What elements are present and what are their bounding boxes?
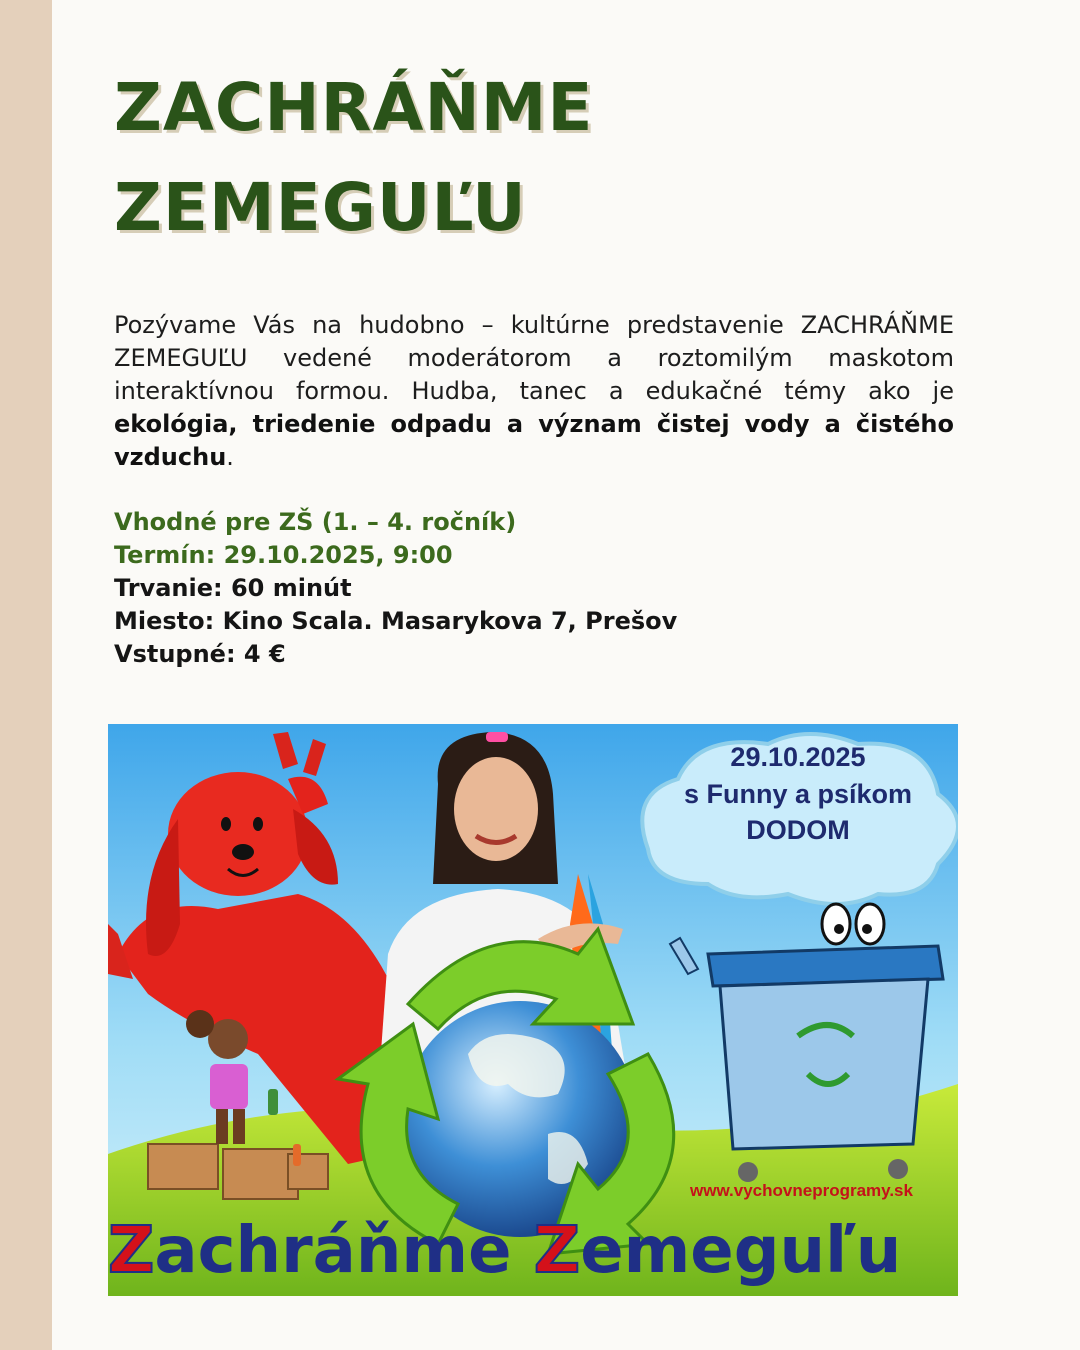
title-line-1: ZACHRÁŇME <box>114 69 594 146</box>
intro-highlight: ekológia, triedenie odpadu a význam čistej vody a čistého vzduchu <box>114 410 954 471</box>
intro-text: Pozývame Vás na hudobno – kultúrne predstavenie ZACHRÁŇME ZEMEGUĽU vedené moderátorom a roztomilým maskotom interaktívnou formou. Hudba, tanec a edukačné témy ako je <box>114 311 954 405</box>
date-cloud <box>642 734 958 904</box>
suitable-for: Vhodné pre ZŠ (1. – 4. ročník) <box>114 508 517 536</box>
banner-cap-2: Z <box>533 1214 581 1288</box>
event-entry-fee: Vstupné: 4 € <box>114 640 286 668</box>
cloud-with: s Funny a psíkom <box>683 779 913 809</box>
intro-paragraph <box>114 309 954 474</box>
poster-banner-title <box>108 1214 901 1288</box>
banner-word-2: emeguľu <box>580 1214 902 1288</box>
banner-word-1: achráňme <box>154 1214 534 1288</box>
event-date: Termín: 29.10.2025, 9:00 <box>114 541 453 569</box>
event-place: Miesto: Kino Scala. Masarykova 7, Prešov <box>114 607 678 635</box>
banner-cap-1: Z <box>108 1214 155 1288</box>
cloud-dodom: DODOM <box>746 815 850 845</box>
side-accent-bar <box>0 0 52 1350</box>
website-url: www.vychovneprogramy.sk <box>690 1181 913 1200</box>
event-details <box>114 506 814 671</box>
title-line-2: ZEMEGUĽU <box>114 169 527 246</box>
promo-poster-image <box>108 724 958 1296</box>
page-title <box>114 58 814 258</box>
cloud-date: 29.10.2025 <box>730 742 866 772</box>
intro-end: . <box>226 443 234 471</box>
event-duration: Trvanie: 60 minút <box>114 574 352 602</box>
